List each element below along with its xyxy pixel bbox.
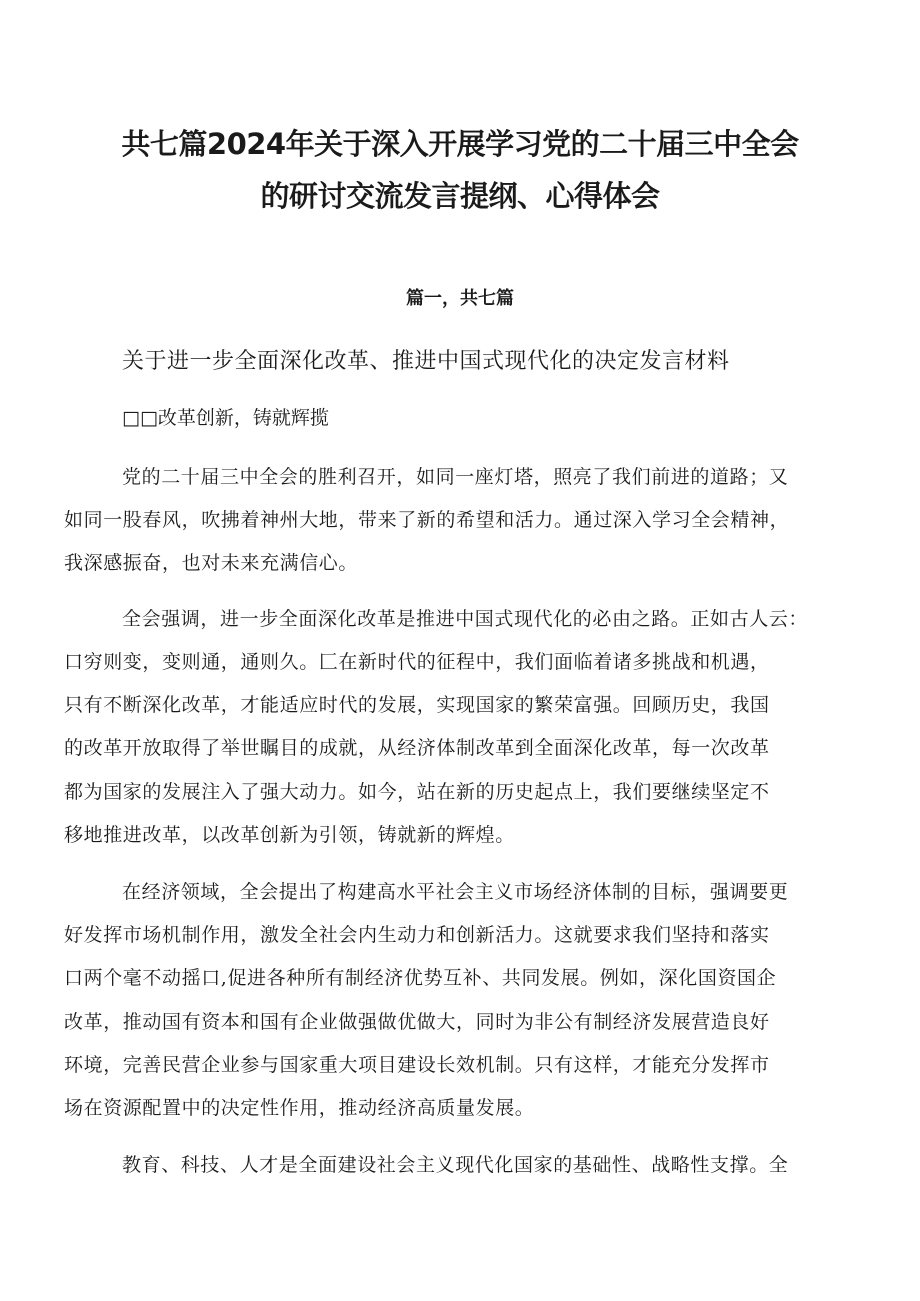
paragraph-3-line-3: 口两个毫不动摇口,促进各种所有制经济优势互补、共同发展。例如，深化国资国企	[64, 967, 777, 989]
paragraph-3-line-2: 好发挥市场机制作用，激发全社会内生动力和创新活力。这就要求我们坚持和落实	[64, 924, 770, 946]
paragraph-2-line-6: 移地推进改革，以改革创新为引领，铸就新的辉煌。	[64, 824, 515, 846]
document-title	[60, 118, 860, 222]
subheading: □□改革创新，铸就辉揽	[122, 407, 329, 429]
paragraph-2-line-1: 全会强调，进一步全面深化改革是推进中国式现代化的必由之路。正如古人云：	[122, 608, 809, 630]
section-heading: 篇一，共七篇	[406, 288, 514, 309]
paragraph-1-line-2: 如同一股春风，吹拂着神州大地，带来了新的希望和活力。通过深入学习全会精神，	[64, 509, 790, 531]
paragraph-4-line-1: 教育、科技、人才是全面建设社会主义现代化国家的基础性、战略性支撑。全	[122, 1154, 789, 1176]
paragraph-3-line-4: 改革，推动国有资本和国有企业做强做优做大，同时为非公有制经济发展营造良好	[64, 1011, 770, 1033]
paragraph-2-line-5: 都为国家的发展注入了强大动力。如今，站在新的历史起点上，我们要继续坚定不	[64, 781, 770, 803]
title-line-2: 的研讨交流发言提纲、心得体会	[260, 179, 660, 213]
paragraph-3-line-6: 场在资源配置中的决定性作用，推动经济高质量发展。	[64, 1097, 535, 1119]
paragraph-2-line-3: 只有不断深化改革，才能适应时代的发展，实现国家的繁荣富强。回顾历史，我国	[64, 694, 770, 716]
subtitle: 关于进一步全面深化改革、推进中国式现代化的决定发言材料	[122, 349, 730, 374]
title-line-1: 共七篇2024年关于深入开展学习党的二十届三中全会	[121, 127, 799, 161]
paragraph-1-line-1: 党的二十届三中全会的胜利召开，如同一座灯塔，照亮了我们前进的道路；又	[122, 466, 789, 488]
paragraph-3-line-5: 环境，完善民营企业参与国家重大项目建设长效机制。只有这样，才能充分发挥市	[64, 1054, 770, 1076]
paragraph-2-line-2: 口穷则变，变则通，通则久。匚在新时代的征程中，我们面临着诸多挑战和机遇，	[64, 651, 770, 673]
paragraph-3-line-1: 在经济领域，全会提出了构建高水平社会主义市场经济体制的目标，强调要更	[122, 881, 789, 903]
paragraph-2-line-4: 的改革开放取得了举世瞩目的成就，从经济体制改革到全面深化改革，每一次改革	[64, 737, 770, 759]
paragraph-1-line-3: 我深感振奋，也对未来充满信心。	[64, 552, 359, 574]
